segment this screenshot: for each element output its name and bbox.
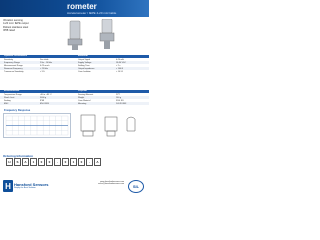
spec-row: Sealing IP68 Case Material 316L SS [4,99,124,102]
spec-row: EMC EN 61326 Mounting 1/4-28 UNF [0,102,149,105]
code-box: - [86,158,93,166]
feature-item: Vibration sensing [3,19,23,22]
company-logo-icon [3,180,13,192]
spec-row: Shock Limit 5000 g Weight 160 g [0,96,149,99]
feature-item: IP68 rated [3,28,15,32]
company-name: Hansford Sensors [14,182,49,187]
sensor-photo-1 [62,19,88,51]
spec-header: Environmental Physical [0,90,149,93]
company-tagline: Simply the Best Solution [14,187,36,189]
code-box: 0 [62,158,69,166]
feature-list [3,19,59,32]
spec-row: Measurement Range 0-25 mm/s Settling Time < 2 s [4,64,121,67]
page-subtitle: Accelerometer / IEPE 4-20 mA Cable [67,11,117,15]
code-box: 1 [30,158,37,166]
dimension-drawing [75,111,145,139]
sil-badge: SIL [128,180,144,193]
svg-text:H: H [5,182,11,191]
frequency-chart [3,113,71,138]
code-box: A [94,158,101,166]
code-box: - [54,158,61,166]
code-box: S [14,158,21,166]
spec-row: Sensitivity See table Output Signal 4-20 mA [4,58,124,61]
sensor-photo-2 [95,19,119,51]
ordering-title: Ordering Information [3,154,33,158]
page-title: rometer [67,2,97,11]
code-box: 0 [46,158,53,166]
feature-item: Robust stainless steel [3,25,29,29]
code-box: 0 [78,158,85,166]
code-box: 0 [38,158,45,166]
spec-row: Frequency Range 2 Hz - 10 kHz Supply Voltage 18-30 VDC [0,61,149,64]
code-box: A [22,158,29,166]
spec-row: Temperature Range -40 to +85 °C Sensing Element PZT [4,93,120,96]
chart-title: Frequency Response [4,109,31,112]
code-box: 1 [70,158,77,166]
contact-info [84,181,124,185]
spec-row: Resonant Frequency > 25 kHz Output Impedance < 100 Ω [0,67,149,70]
feature-item: 4-20 mA / IEPE output [3,22,29,26]
spec-header: Dynamic Performance Electrical [0,55,149,58]
website-link[interactable]: www.hansfordsensors.com [100,181,124,183]
spec-row: Transverse Sensitivity < 5% Case Isolation > 10⁸ Ω [4,70,123,73]
email-link[interactable]: sales@hansfordsensors.com [98,183,124,185]
code-box: H [6,158,13,166]
